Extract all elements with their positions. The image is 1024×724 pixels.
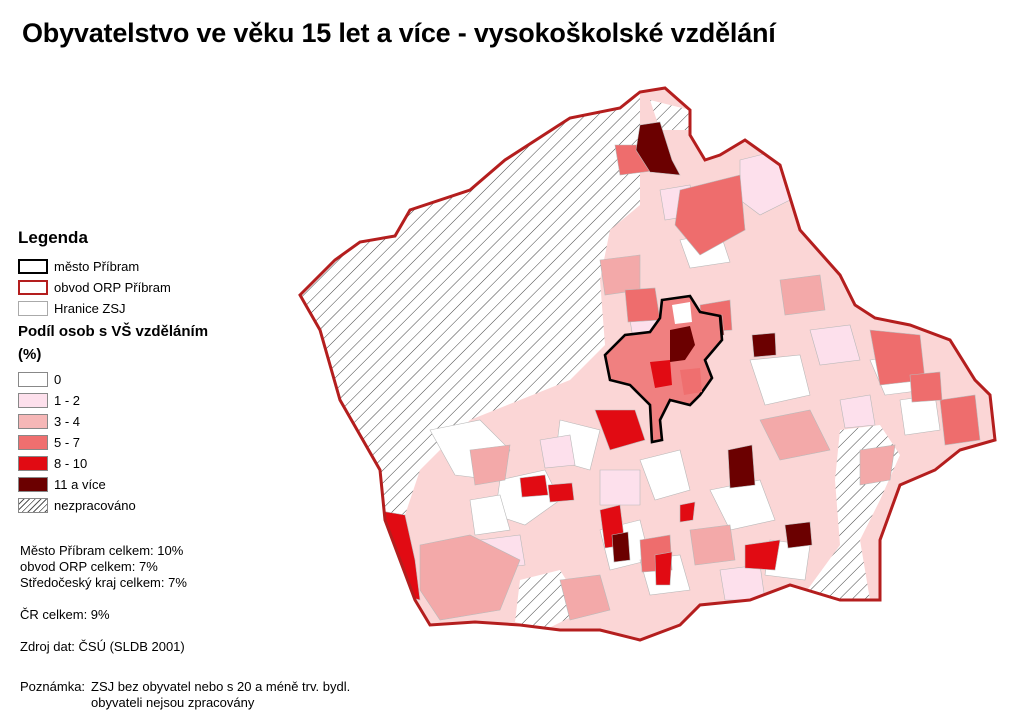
legend-label: obvod ORP Příbram: [54, 280, 171, 295]
legend-class-label: 8 - 10: [54, 456, 88, 471]
orp-boundary-swatch: [18, 280, 48, 295]
legend-class-label: 5 - 7: [54, 435, 81, 450]
legend-class-label: 11 a více: [54, 477, 106, 492]
legend-label: Hranice ZSJ: [54, 301, 126, 316]
note-line-2: obyvateli nejsou zpracovány: [91, 695, 255, 710]
legend-class-swatch: [18, 456, 48, 471]
legend-class-swatch: [18, 414, 48, 429]
legend-class-row: [18, 453, 208, 474]
share-title: Podíl osob s VŠ vzděláním: [18, 323, 209, 340]
share-unit: (%): [18, 346, 42, 363]
legend-label: město Příbram: [54, 259, 140, 274]
legend: [18, 228, 208, 516]
legend-class-row: [18, 369, 208, 390]
stat-country: ČR celkem: 9%: [20, 607, 110, 622]
note-line-1: ZSJ bez obyvatel nebo s 20 a méně trv. bydl.: [91, 679, 351, 694]
legend-class-swatch: [18, 477, 48, 492]
zsj-boundary-swatch: [18, 301, 48, 316]
legend-class-label: 0: [54, 372, 62, 387]
legend-class-label: nezpracováno: [54, 498, 136, 513]
stat-city: Město Příbram celkem: 10%: [20, 543, 184, 558]
legend-class-row: [18, 390, 208, 411]
legend-class-swatch: [18, 498, 48, 513]
statistics: [20, 543, 187, 655]
legend-class-row: [18, 432, 208, 453]
city-boundary-swatch: [18, 259, 48, 274]
legend-class-swatch: [18, 372, 48, 387]
data-source: Zdroj dat: ČSÚ (SLDB 2001): [20, 639, 185, 654]
legend-class-label: 3 - 4: [54, 414, 81, 429]
legend-class-row: [18, 411, 208, 432]
stat-region: Středočeský kraj celkem: 7%: [20, 575, 187, 590]
note-label: Poznámka:: [20, 679, 86, 694]
legend-heading: Legenda: [18, 228, 88, 247]
stat-orp: obvod ORP celkem: 7%: [20, 559, 158, 574]
legend-class-row: [18, 474, 208, 495]
legend-class-row: [18, 495, 208, 516]
legend-class-swatch: [18, 435, 48, 450]
legend-class-swatch: [18, 393, 48, 408]
legend-row-zsj: [18, 298, 208, 319]
legend-row-orp: [18, 277, 208, 298]
map-title: Obyvatelstvo ve věku 15 let a více - vysokoškolské vzdělání: [22, 18, 776, 48]
legend-class-label: 1 - 2: [54, 393, 81, 408]
note: [20, 679, 350, 711]
legend-row-city: [18, 256, 208, 277]
